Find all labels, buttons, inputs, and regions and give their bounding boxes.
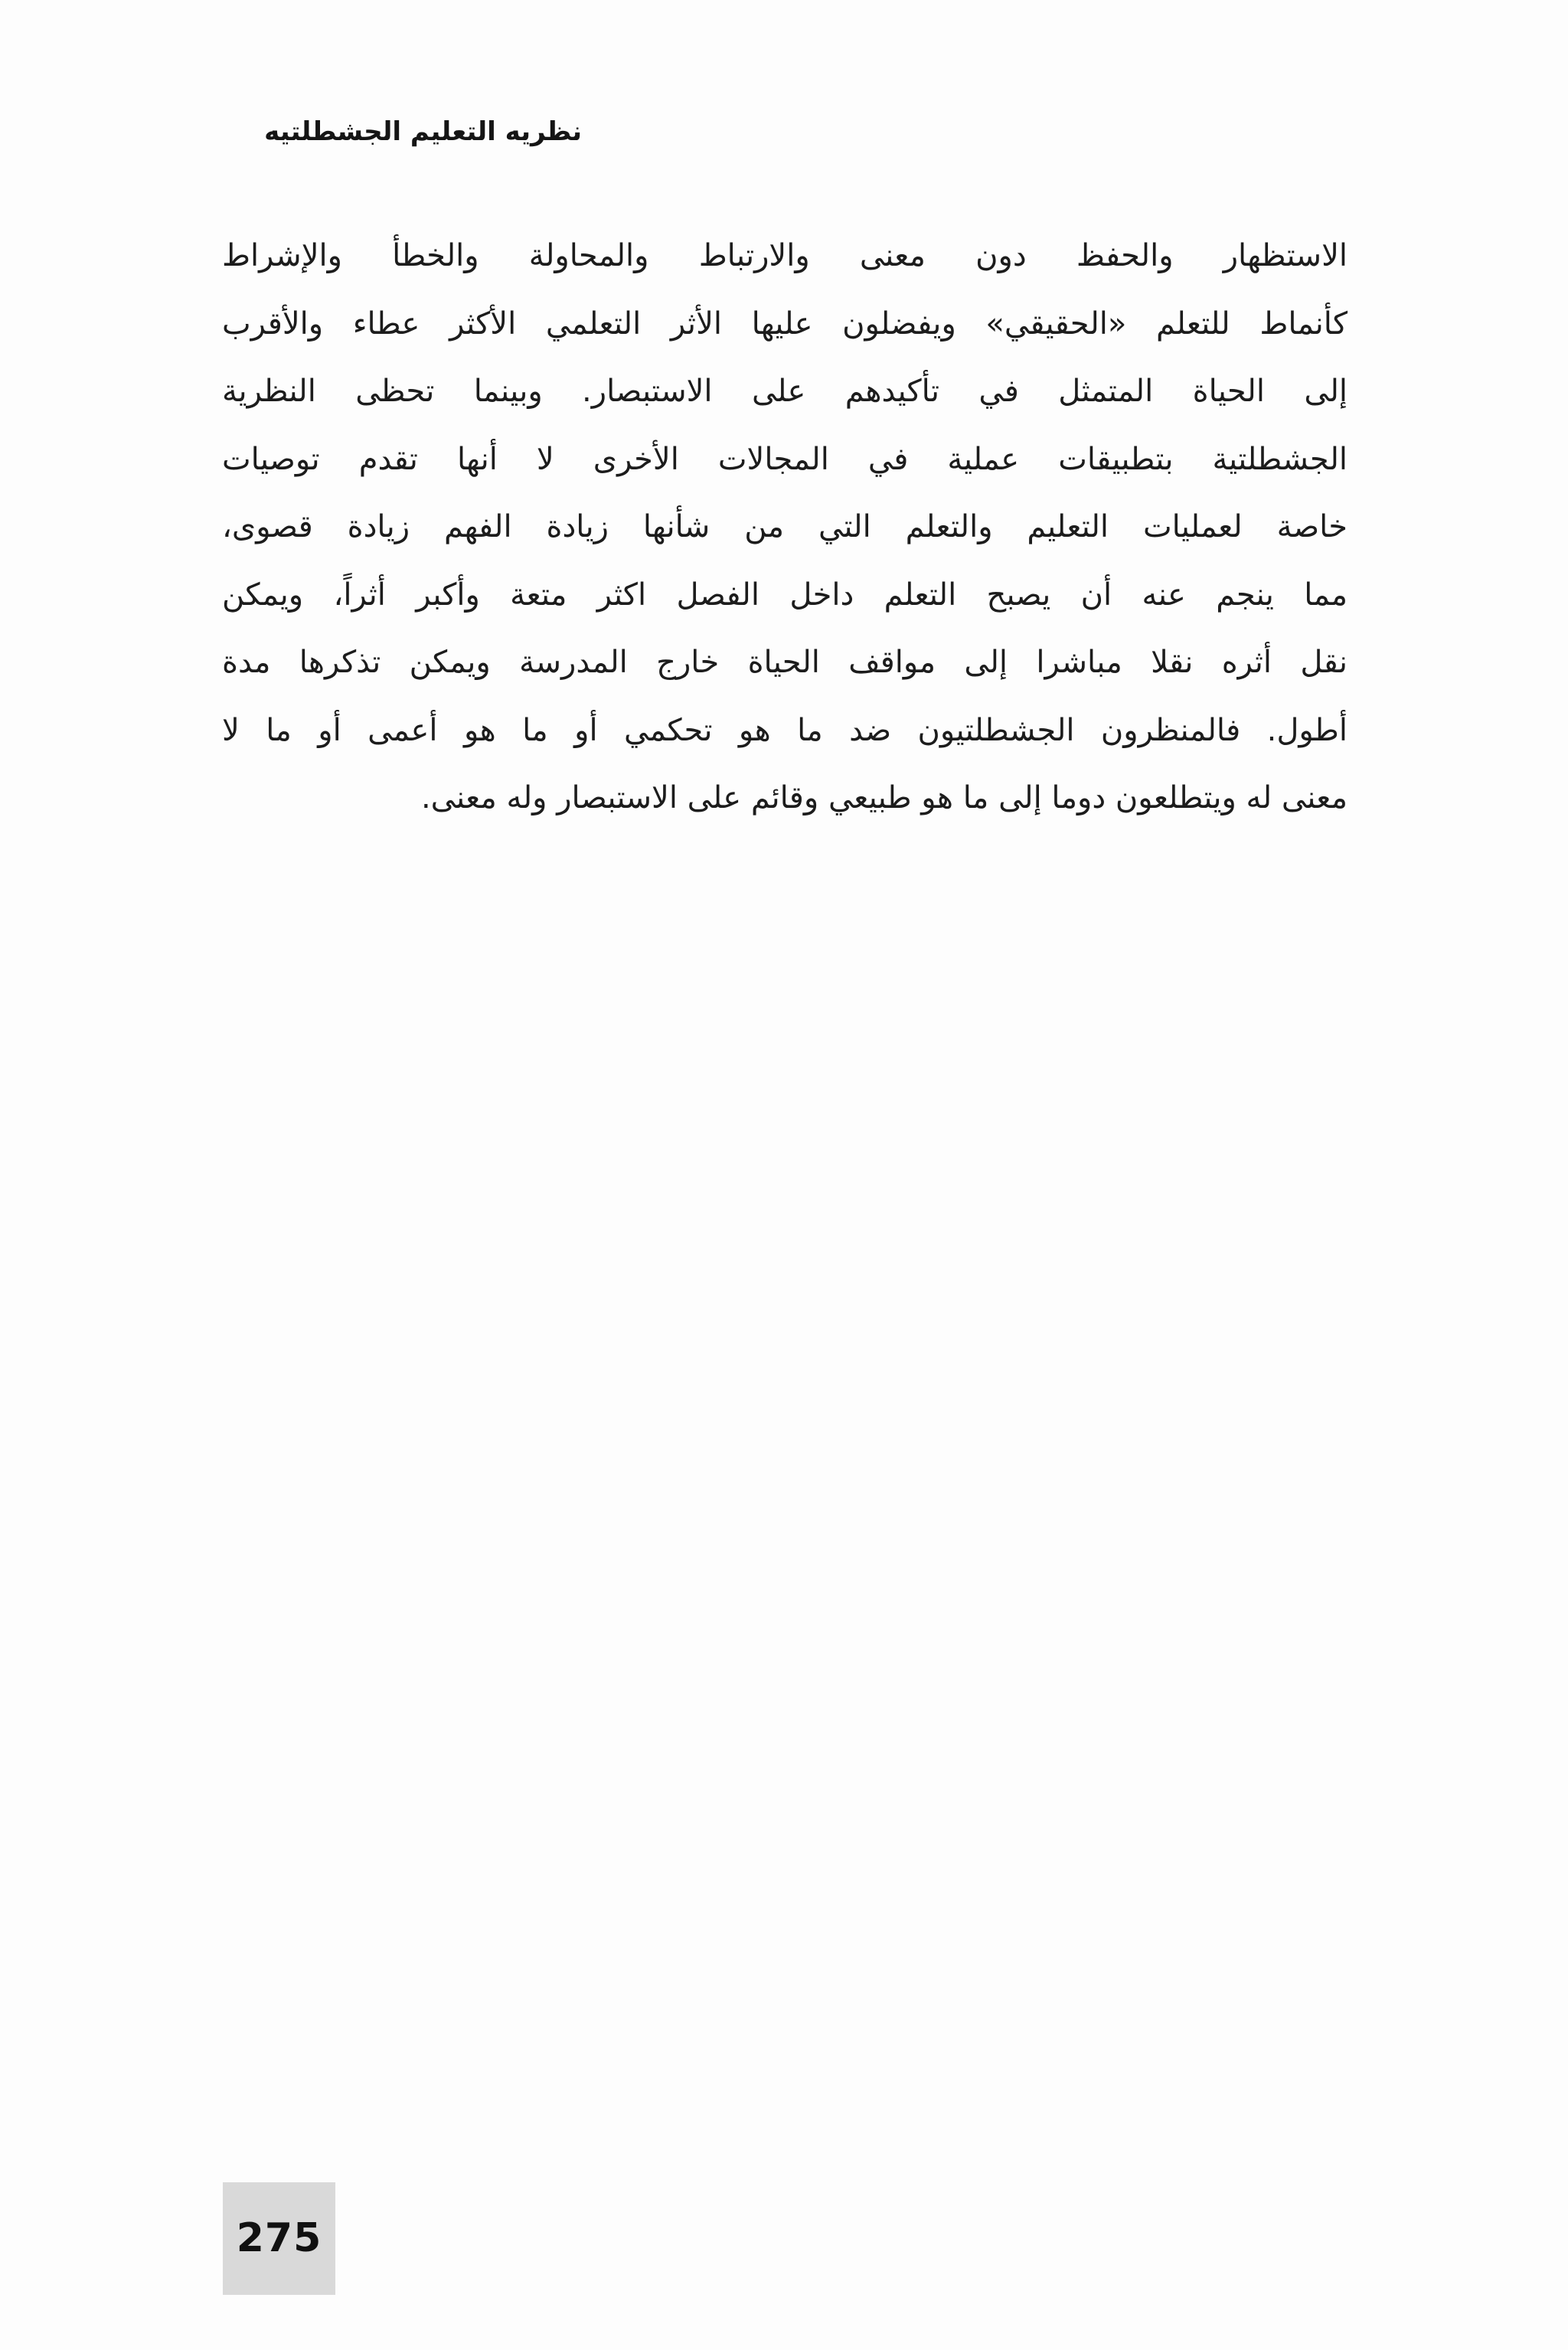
paragraph-line: مما ينجم عنه أن يصبح التعلم داخل الفصل اكثر متعة وأكبر أثراً، ويمكن (222, 577, 1348, 613)
paragraph-line: الجشطلتية بتطبيقات عملية في المجالات الأخرى لا أنها تقدم توصيات (222, 441, 1348, 477)
body-paragraph (222, 222, 1348, 832)
paragraph-line: الاستظهار والحفظ دون معنى والارتباط والمحاولة والخطأ والإشراط (222, 238, 1348, 273)
paragraph-line: كأنماط للتعلم «الحقيقي» ويفضلون عليها الأثر التعلمي الأكثر عطاء والأقرب (222, 306, 1348, 342)
page-number: 275 (236, 2215, 322, 2261)
page-number-box (223, 2182, 335, 2295)
paragraph-line: أطول. فالمنظرون الجشطلتيون ضد ما هو تحكمي أو ما هو أعمى أو ما لا (222, 712, 1348, 748)
paragraph-line: إلى الحياة المتمثل في تأكيدهم على الاستبصار. وبينما تحظى النظرية (222, 374, 1348, 409)
paragraph-line: معنى له ويتطلعون دوما إلى ما هو طبيعي وقائم على الاستبصار وله معنى. (420, 780, 1348, 815)
paragraph-line: نقل أثره نقلا مباشرا إلى مواقف الحياة خارج المدرسة ويمكن تذكرها مدة (222, 645, 1348, 680)
running-header: نظريه التعليم الجشطلتيه (264, 116, 582, 147)
paragraph-line: خاصة لعمليات التعليم والتعلم التي من شأنها زيادة الفهم زيادة قصوى، (222, 509, 1348, 544)
